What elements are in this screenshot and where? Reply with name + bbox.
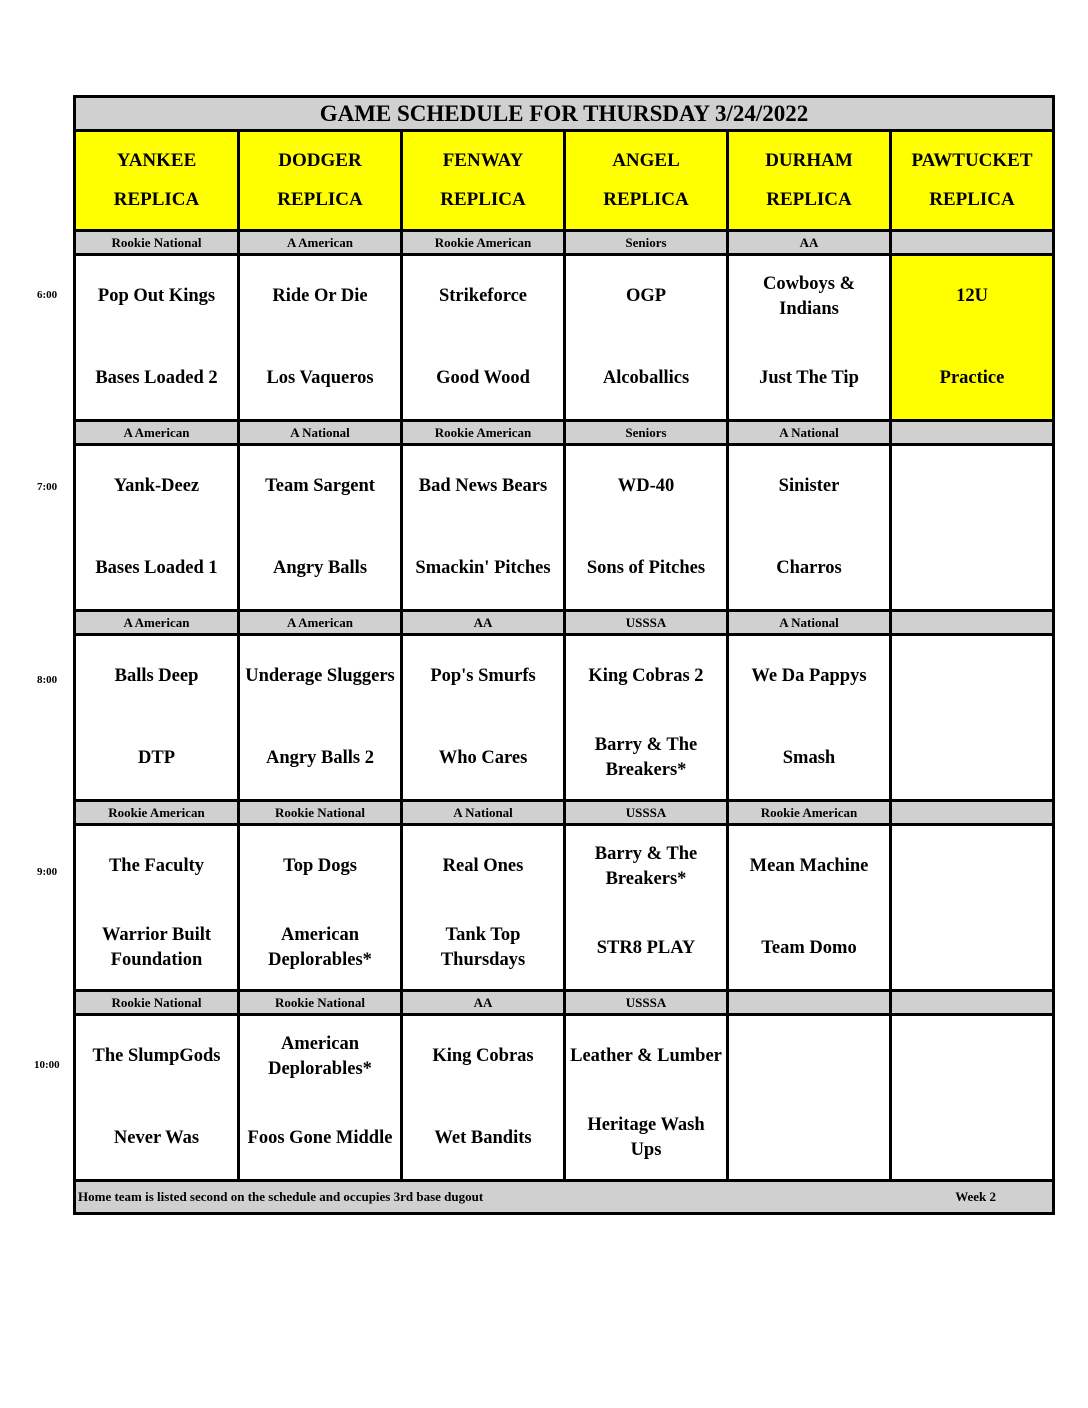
game-cell <box>892 256 1052 419</box>
time-label: 6:00 <box>37 289 58 301</box>
schedule-table <box>73 95 1055 1215</box>
away-team: Balls Deep <box>114 666 199 687</box>
time-label: 9:00 <box>37 866 58 878</box>
division-label: Seniors <box>566 232 729 253</box>
home-team: Barry & The Breakers* <box>594 735 698 781</box>
field-name: ANGEL <box>612 150 680 172</box>
game-cell <box>76 256 240 419</box>
division-label: Rookie National <box>76 232 240 253</box>
field-header-row <box>76 132 1052 232</box>
division-label: USSSA <box>566 802 729 823</box>
division-label: A National <box>729 612 892 633</box>
division-label <box>892 802 1052 823</box>
time-label: 10:00 <box>34 1059 60 1071</box>
division-row <box>76 612 1052 636</box>
home-team: Los Vaqueros <box>266 367 374 388</box>
game-cell <box>729 1016 892 1179</box>
footer-note: Home team is listed second on the schedule and occupies 3rd base dugout <box>78 1189 484 1204</box>
division-row <box>76 232 1052 256</box>
game-cell <box>76 826 240 989</box>
division-label <box>729 992 892 1013</box>
game-cell <box>566 446 729 609</box>
home-team: Angry Balls 2 <box>266 747 374 768</box>
division-label: A American <box>76 612 240 633</box>
field-type: REPLICA <box>603 188 689 210</box>
away-team: Pop's Smurfs <box>430 666 536 687</box>
field-header <box>566 132 729 229</box>
home-team: Tank Top Thursdays <box>440 925 526 971</box>
away-team: 12U <box>956 286 988 307</box>
field-name: FENWAY <box>442 150 524 172</box>
home-team: Charros <box>776 557 842 578</box>
home-team: DTP <box>138 747 175 768</box>
away-team: Leather & Lumber <box>570 1046 722 1067</box>
week-label: Week 2 <box>955 1189 996 1204</box>
field-name: PAWTUCKET <box>911 150 1033 172</box>
field-name: YANKEE <box>116 150 197 172</box>
away-team: King Cobras <box>432 1046 534 1067</box>
division-label: AA <box>403 992 566 1013</box>
away-team: The Faculty <box>108 856 205 877</box>
field-header <box>76 132 240 229</box>
away-team: OGP <box>625 286 667 307</box>
home-team: Who Cares <box>438 747 528 768</box>
game-cell <box>403 826 566 989</box>
schedule-title: GAME SCHEDULE FOR THURSDAY 3/24/2022 <box>76 98 1052 132</box>
away-team <box>892 826 1052 908</box>
home-team: STR8 PLAY <box>596 937 696 958</box>
away-team: Barry & The Breakers* <box>594 843 698 889</box>
division-label <box>892 422 1052 443</box>
away-team: Bad News Bears <box>418 476 548 497</box>
division-row <box>76 422 1052 446</box>
home-team <box>729 1098 889 1180</box>
division-label: USSSA <box>566 612 729 633</box>
division-row <box>76 802 1052 826</box>
game-cell <box>403 256 566 419</box>
away-team: Mean Machine <box>749 856 869 877</box>
away-team <box>892 446 1052 528</box>
footer <box>76 1182 1052 1212</box>
home-team: Practice <box>939 367 1005 388</box>
home-team: Good Wood <box>436 367 530 388</box>
game-cell <box>240 826 403 989</box>
home-team: Smash <box>782 747 836 768</box>
home-team <box>892 718 1052 800</box>
game-cell <box>403 636 566 799</box>
game-cell <box>76 636 240 799</box>
division-label: AA <box>729 232 892 253</box>
division-label: A American <box>240 232 403 253</box>
game-cell <box>240 256 403 419</box>
game-cell <box>729 826 892 989</box>
field-type: REPLICA <box>277 188 363 210</box>
home-team: Warrior Built Foundation <box>101 925 212 971</box>
field-header <box>240 132 403 229</box>
division-label <box>892 992 1052 1013</box>
time-label: 8:00 <box>37 674 58 686</box>
division-label: Rookie National <box>240 802 403 823</box>
away-team <box>892 636 1052 718</box>
away-team: Strikeforce <box>438 286 527 307</box>
game-row <box>76 826 1052 992</box>
game-cell <box>240 636 403 799</box>
home-team: Alcoballics <box>602 367 690 388</box>
home-team <box>892 528 1052 610</box>
away-team: Sinister <box>778 476 840 497</box>
away-team: Underage Sluggers <box>245 666 395 687</box>
away-team: Yank-Deez <box>113 476 200 497</box>
field-type: REPLICA <box>766 188 852 210</box>
away-team: Ride Or Die <box>272 286 368 307</box>
away-team: We Da Pappys <box>751 666 867 687</box>
away-team <box>892 1016 1052 1098</box>
home-team: Heritage Wash Ups <box>587 1115 705 1161</box>
division-label <box>892 232 1052 253</box>
game-cell <box>240 446 403 609</box>
game-cell <box>729 256 892 419</box>
division-row <box>76 992 1052 1016</box>
division-label <box>892 612 1052 633</box>
away-team: Top Dogs <box>283 856 357 877</box>
home-team: Foos Gone Middle <box>247 1127 393 1148</box>
game-cell <box>892 826 1052 989</box>
game-cell <box>76 1016 240 1179</box>
home-team <box>892 1098 1052 1180</box>
division-label: Seniors <box>566 422 729 443</box>
field-header <box>729 132 892 229</box>
division-label: Rookie National <box>240 992 403 1013</box>
away-team: American Deplorables* <box>268 1033 372 1079</box>
game-row <box>76 256 1052 422</box>
division-label: Rookie American <box>403 232 566 253</box>
game-cell <box>892 446 1052 609</box>
game-cell <box>729 446 892 609</box>
home-team: Team Domo <box>761 937 857 958</box>
away-team: Cowboys & Indians <box>763 273 855 319</box>
away-team: Pop Out Kings <box>97 286 216 307</box>
game-cell <box>240 1016 403 1179</box>
home-team: Just The Tip <box>759 367 859 388</box>
game-cell <box>729 636 892 799</box>
game-cell <box>76 446 240 609</box>
field-type: REPLICA <box>929 188 1015 210</box>
home-team: Smackin' Pitches <box>415 557 551 578</box>
game-row <box>76 636 1052 802</box>
home-team: Wet Bandits <box>434 1127 532 1148</box>
game-cell <box>403 446 566 609</box>
game-cell <box>566 1016 729 1179</box>
home-team: Bases Loaded 1 <box>95 557 218 578</box>
division-label: A American <box>76 422 240 443</box>
away-team: Real Ones <box>442 856 524 877</box>
away-team: WD-40 <box>617 476 675 497</box>
away-team: The SlumpGods <box>92 1046 221 1067</box>
game-cell <box>566 636 729 799</box>
home-team: American Deplorables* <box>268 925 372 971</box>
division-label: A National <box>403 802 566 823</box>
field-header <box>892 132 1052 229</box>
game-cell <box>566 256 729 419</box>
away-team <box>729 1016 889 1098</box>
time-label: 7:00 <box>37 481 58 493</box>
field-name: DODGER <box>278 150 362 172</box>
game-row <box>76 1016 1052 1182</box>
division-label: AA <box>403 612 566 633</box>
division-label: Rookie American <box>729 802 892 823</box>
division-label: USSSA <box>566 992 729 1013</box>
home-team: Never Was <box>113 1127 200 1148</box>
away-team: King Cobras 2 <box>588 666 704 687</box>
home-team <box>892 908 1052 990</box>
field-type: REPLICA <box>440 188 526 210</box>
field-type: REPLICA <box>113 188 200 210</box>
field-name: DURHAM <box>765 150 853 172</box>
field-header <box>403 132 566 229</box>
division-label: Rookie American <box>76 802 240 823</box>
home-team: Bases Loaded 2 <box>95 367 218 388</box>
home-team: Sons of Pitches <box>586 557 706 578</box>
game-cell <box>566 826 729 989</box>
division-label: A American <box>240 612 403 633</box>
division-label: Rookie American <box>403 422 566 443</box>
game-cell <box>892 636 1052 799</box>
game-cell <box>892 1016 1052 1179</box>
division-label: A National <box>729 422 892 443</box>
division-label: A National <box>240 422 403 443</box>
game-row <box>76 446 1052 612</box>
home-team: Angry Balls <box>272 557 368 578</box>
away-team: Team Sargent <box>265 476 375 497</box>
division-label: Rookie National <box>76 992 240 1013</box>
game-cell <box>403 1016 566 1179</box>
